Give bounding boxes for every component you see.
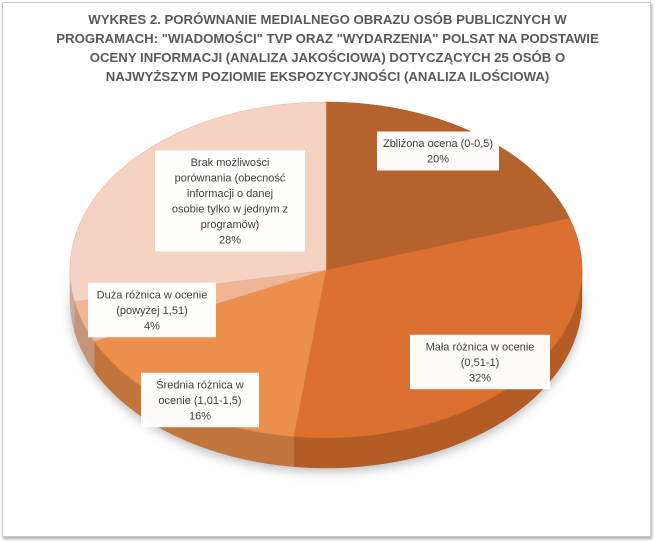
- slice-percent-label-2: 32%: [468, 372, 492, 385]
- chart-title-line-2: PROGRAMACH: "WIADOMOŚCI" TVP ORAZ "WYDARZENIA" POLSAT NA PODSTAWIE: [56, 31, 599, 46]
- slice-label-line: (0,51-1): [460, 356, 500, 369]
- chart-title-line-4: NAJWYŻSZYM POZIOMIE EKSPOZYCYJNOŚCI (ANALIZA ILOŚCIOWA): [105, 69, 550, 84]
- slice-percent-label-5: 28%: [218, 234, 242, 247]
- slice-percent-label-4: 4%: [144, 320, 160, 333]
- slice-label-line: programów): [200, 219, 260, 231]
- slice-label-line: Duża różnica w ocenie: [96, 289, 208, 302]
- slice-label-3: [141, 373, 259, 428]
- slice-label-line: porównania (obecność: [174, 172, 286, 185]
- slice-percent-label-3: 16%: [188, 410, 212, 423]
- slice-percent-label-1: 20%: [426, 153, 450, 166]
- slice-label-line: (powyżej 1,51): [116, 304, 188, 317]
- slice-label-line: Zbliżona ocena (0-0,5): [382, 138, 494, 150]
- slice-label-line: Średnia różnica w: [156, 379, 244, 392]
- slice-label-line: Mała różnica w ocenie: [425, 341, 535, 354]
- slice-label-line: ocenie (1,01-1,5): [158, 394, 242, 407]
- slice-label-line: informacji o danej: [186, 188, 274, 200]
- slice-label-1: [377, 132, 499, 171]
- slice-label-4: [88, 283, 216, 338]
- slice-label-line: Brak możliwości: [190, 157, 270, 169]
- slice-label-5: [155, 151, 305, 252]
- chart-title-line-3: OCENY INFORMACJI (ANALIZA JAKOŚCIOWA) DOTYCZĄCYCH 25 OSÓB O: [89, 50, 566, 65]
- slice-label-2: [410, 335, 550, 390]
- slice-label-line: osobie tylko w jednym z: [171, 203, 289, 216]
- chart-title-line-1: WYKRES 2. PORÓWNANIE MEDIALNEGO OBRAZU OSÓB PUBLICZNYCH W: [88, 12, 567, 27]
